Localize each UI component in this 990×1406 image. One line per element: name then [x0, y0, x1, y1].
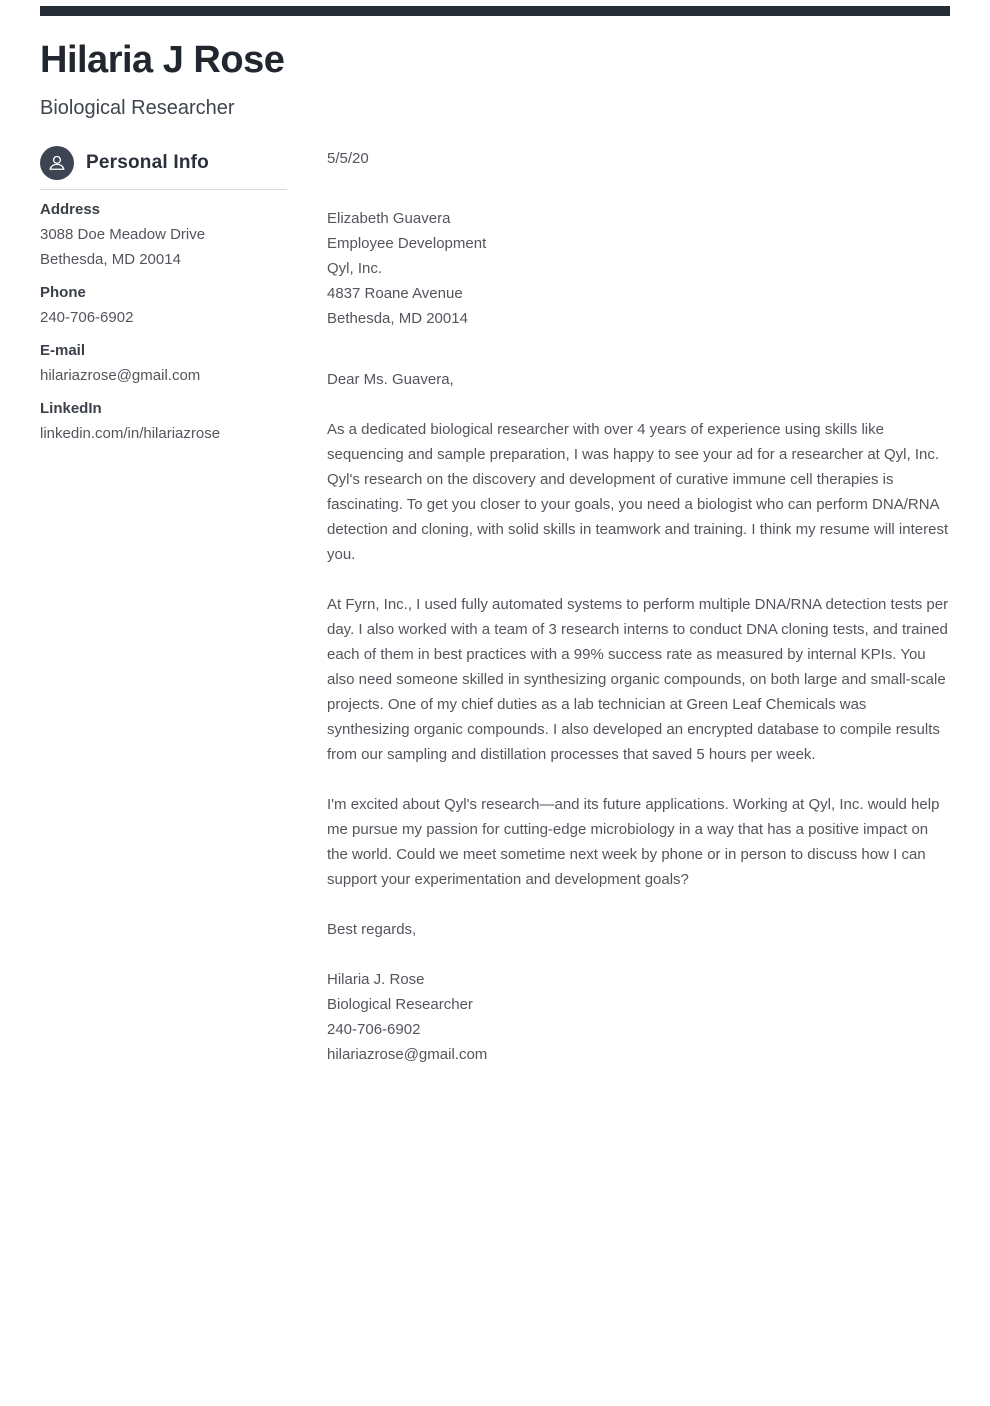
letter-paragraph: I'm excited about Qyl's research—and its future applications. Working at Qyl, Inc. would help me pursue my passion for cutting-edge microbiology in a way that has a positive impact on the world. Could we meet sometime next week by phone or in person to discuss how I can support your experimentation and development goals? — [327, 796, 940, 888]
info-group-linkedin — [40, 396, 287, 446]
closing: Best regards, — [327, 921, 417, 938]
salutation: Dear Ms. Guavera, — [327, 371, 454, 388]
sidebar-section-title: Personal Info — [86, 152, 209, 173]
person-icon — [40, 146, 74, 180]
signature-block — [327, 967, 950, 1067]
signature-line: 240-706-6902 — [327, 1021, 421, 1038]
info-label: E-mail — [40, 342, 86, 359]
recipient-line: Elizabeth Guavera — [327, 210, 451, 227]
accent-top-bar — [40, 6, 950, 16]
info-label: Address — [40, 201, 101, 218]
recipient-line: Bethesda, MD 20014 — [327, 310, 468, 327]
recipient-line: 4837 Roane Avenue — [327, 285, 463, 302]
info-group-phone — [40, 280, 287, 330]
signature-line: Hilaria J. Rose — [327, 971, 425, 988]
signature-line: Biological Researcher — [327, 996, 473, 1013]
person-name: Hilaria J Rose — [40, 39, 285, 81]
letter-body — [327, 146, 950, 1067]
sidebar-divider — [40, 189, 287, 190]
recipient-block — [327, 206, 950, 331]
info-value: 240-706-6902 — [40, 309, 134, 326]
sidebar-header — [40, 146, 287, 180]
recipient-line: Qyl, Inc. — [327, 260, 383, 277]
recipient-line: Employee Development — [327, 235, 487, 252]
letter-date: 5/5/20 — [327, 150, 369, 167]
personal-info-sidebar — [40, 146, 287, 454]
person-job-title: Biological Researcher — [40, 97, 235, 119]
letter-header — [40, 38, 950, 122]
cover-letter-page — [0, 6, 990, 1067]
info-label: Phone — [40, 284, 86, 301]
content-columns — [40, 146, 950, 1067]
info-group-address — [40, 197, 287, 272]
letter-paragraph: At Fyrn, Inc., I used fully automated systems to perform multiple DNA/RNA detection tests per day. I also worked with a team of 3 research interns to conduct DNA cloning tests, and trained each of them in best practices with a 99% success rate as measured by internal KPIs. You also need someone skilled in synthesizing organic compounds, on both large and small-scale projects. One of my chief duties as a lab technician at Green Leaf Chemicals was synthesizing organic compounds. I also developed an encrypted database to compile results from our sampling and distillation processes that saved 5 hours per week. — [327, 596, 949, 763]
letter-paragraph: As a dedicated biological researcher with over 4 years of experience using skills like sequencing and sample preparation, I was happy to see your ad for a researcher at Qyl, Inc. Qyl's research on the discovery and development of curative immune cell therapies is fascinating. To get you closer to your goals, you need a biologist who can perform DNA/RNA detection and cloning, with solid skills in teamwork and training. I think my resume will interest you. — [327, 421, 949, 563]
info-group-email — [40, 338, 287, 388]
info-value: 3088 Doe Meadow Drive — [40, 226, 206, 243]
signature-line: hilariazrose@gmail.com — [327, 1046, 488, 1063]
info-value: hilariazrose@gmail.com — [40, 367, 201, 384]
info-value: linkedin.com/in/hilariazrose — [40, 425, 221, 442]
info-label: LinkedIn — [40, 400, 102, 417]
info-value: Bethesda, MD 20014 — [40, 251, 181, 268]
